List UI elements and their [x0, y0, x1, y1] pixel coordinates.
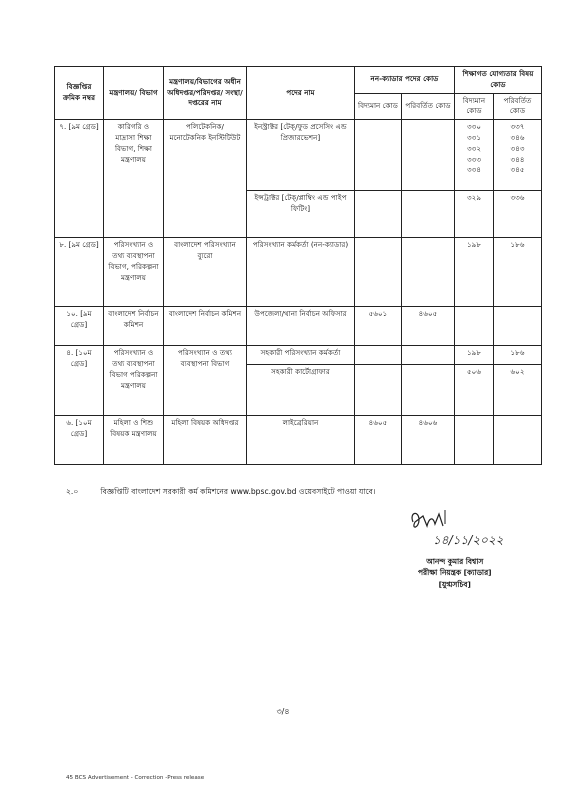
- header-nc-changed: পরিবর্তিত কোড: [402, 93, 455, 120]
- subject-code: ১৮৬: [510, 240, 525, 250]
- table-row: [55, 416, 542, 465]
- subject-code: ৩৩৩: [467, 154, 482, 164]
- cell-sc-changed: [494, 346, 542, 365]
- subject-code: ৩৪৩: [510, 143, 525, 153]
- cell-sc-changed: [494, 191, 542, 238]
- subject-code: ৩৪৬: [510, 132, 525, 142]
- table-row: [55, 238, 542, 307]
- cell-sc-existing: [455, 307, 494, 346]
- signatory-title: পরীক্ষা নিয়ন্ত্রক [ক্যাডার]: [418, 568, 492, 578]
- header-sc-changed: পরিবর্তিত কোড: [494, 93, 542, 120]
- cell-post: সহকারী কার্টোগ্রাফার: [247, 365, 355, 416]
- subject-code: ৬০২: [510, 367, 525, 377]
- cell-sc-existing: [455, 365, 494, 416]
- page-number: ৩/৪: [276, 707, 290, 716]
- cell-nc-changed: [402, 346, 455, 365]
- cell-nc-changed: ৪৬০৬: [402, 416, 455, 465]
- cell-sc-changed: [494, 307, 542, 346]
- cell-sc-changed: [494, 120, 542, 191]
- header-serial: বিজ্ঞপ্তির ক্রমিক নম্বর: [55, 67, 104, 120]
- subject-code: ৫০৬: [467, 367, 482, 377]
- subject-code: ৩৩০: [467, 122, 482, 132]
- website-note: [66, 486, 376, 499]
- cell-ministry: বাংলাদেশ নির্বাচন কমিশন: [104, 307, 164, 346]
- cell-ministry: মহিলা ও শিশু বিষয়ক মন্ত্রণালয়: [104, 416, 164, 465]
- subject-code: ৩৩৪: [467, 165, 482, 175]
- cell-post: পরিসংখ্যান কর্মকর্তা (নন-ক্যাডার): [247, 238, 355, 307]
- handwritten-signature: [405, 504, 525, 552]
- subject-code: ১৮৬: [510, 348, 525, 358]
- cell-post: উপজেলা/থানা নির্বাচন অফিসার: [247, 307, 355, 346]
- code-correction-table: [54, 66, 542, 465]
- header-office: মন্ত্রণালয়/বিভাগের অধীন অধিদপ্তর/পরিদপ্তর/ সংস্থা/দপ্তরের নাম: [164, 67, 247, 120]
- cell-sc-changed: [494, 416, 542, 465]
- table-row: [55, 307, 542, 346]
- note-number: ২.০: [66, 487, 79, 496]
- signatory-name: আনন্দ কুমার বিশ্বাস: [426, 557, 484, 566]
- cell-office: মহিলা বিষয়ক অধিদপ্তর: [164, 416, 247, 465]
- cell-nc-changed: [402, 238, 455, 307]
- header-post: পদের নাম: [247, 67, 355, 120]
- cell-office: পরিসংখ্যান ও তথ্য ব্যবস্থাপনা বিভাগ: [164, 346, 247, 416]
- subject-code: ৩৪৫: [510, 165, 525, 175]
- cell-nc-existing: ৫৬০১: [355, 307, 402, 346]
- cell-post: ইন্সট্রাক্টর [টেক্/প্লাম্বিং এন্ড পাইপ ফিটিং]: [247, 191, 355, 238]
- cell-nc-changed: ৪৬০৫: [402, 307, 455, 346]
- note-text: বিজ্ঞপ্তিটি বাংলাদেশ সরকারী কর্ম কমিশনের www.bpsc.gov.bd ওয়েবসাইটে পাওয়া যাবে।: [100, 487, 376, 496]
- table-header-row: [55, 67, 542, 94]
- cell-nc-existing: [355, 238, 402, 307]
- header-ministry: মন্ত্রণালয়/ বিভাগ: [104, 67, 164, 120]
- subject-code: ১৯৮: [467, 240, 482, 250]
- signatory-block: [418, 556, 492, 590]
- cell-nc-changed: [402, 191, 455, 238]
- cell-nc-changed: [402, 120, 455, 191]
- cell-sc-existing: [455, 120, 494, 191]
- cell-office: পলিটেকনিক/ মনোটেকনিক ইনস্টিটিউট: [164, 120, 247, 238]
- header-subject-code: শিক্ষাগত যোগ্যতার বিষয় কোড: [455, 67, 542, 94]
- cell-post: লাইব্রেরিয়ান: [247, 416, 355, 465]
- cell-serial: ৭. [৯ম গ্রেড]: [55, 120, 104, 238]
- cell-serial: ৮. [৯ম গ্রেড]: [55, 238, 104, 307]
- subject-code: ১৯৮: [467, 348, 482, 358]
- cell-serial: ৬. [১০ম গ্রেড]: [55, 416, 104, 465]
- table-row: [55, 346, 542, 365]
- header-nc-existing: বিদ্যমান কোড: [355, 93, 402, 120]
- header-noncadre-code: নন-ক্যাডার পদের কোড: [355, 67, 455, 94]
- cell-sc-existing: [455, 238, 494, 307]
- table-row: [55, 120, 542, 191]
- cell-post: সহকারী পরিসংখ্যান কর্মকর্তা: [247, 346, 355, 365]
- cell-sc-changed: [494, 238, 542, 307]
- signature-date: ১৪/১১/২০২২: [433, 533, 504, 547]
- cell-ministry: পরিসংখ্যান ও তথ্য ব্যবস্থাপনা বিভাগ, পরিকল্পনা মন্ত্রণালয়: [104, 238, 164, 307]
- cell-sc-existing: [455, 191, 494, 238]
- cell-nc-existing: ৪৬০৫: [355, 416, 402, 465]
- cell-serial: ৪. [১০ম গ্রেড]: [55, 346, 104, 416]
- cell-sc-changed: [494, 365, 542, 416]
- subject-code: ৩৩৭: [510, 122, 525, 132]
- subject-code: ৩৩২: [467, 143, 482, 153]
- cell-nc-changed: [402, 365, 455, 416]
- subject-code: ৩৩১: [467, 132, 482, 142]
- cell-sc-existing: [455, 416, 494, 465]
- subject-code: ৩২৯: [467, 193, 482, 203]
- cell-office: বাংলাদেশ নির্বাচন কমিশন: [164, 307, 247, 346]
- cell-ministry: পরিসংখ্যান ও তথ্য ব্যবস্থাপনা বিভাগ পরিকল্পনা মন্ত্রণালয়: [104, 346, 164, 416]
- cell-nc-existing: [355, 365, 402, 416]
- signatory-rank: [যুগ্মসচিব]: [438, 579, 471, 589]
- cell-nc-existing: [355, 120, 402, 191]
- cell-nc-existing: [355, 191, 402, 238]
- subject-code: ৩৩৬: [510, 193, 525, 203]
- footer-filename: 45 BCS Advertisement - Correction -Press release: [66, 775, 205, 781]
- header-sc-existing: বিদ্যমান কোড: [455, 93, 494, 120]
- cell-serial: ১০. [৯ম গ্রেড]: [55, 307, 104, 346]
- cell-post: ইনস্ট্রাক্টর [টেক্/ফুড প্রসেসিং এন্ড প্রিজারভেশন]: [247, 120, 355, 191]
- cell-sc-existing: [455, 346, 494, 365]
- cell-ministry: কারিগরি ও মাদ্রাসা শিক্ষা বিভাগ, শিক্ষা মন্ত্রণালয়: [104, 120, 164, 238]
- cell-nc-existing: [355, 346, 402, 365]
- subject-code: ৩৪৪: [510, 154, 525, 164]
- cell-office: বাংলাদেশ পরিসংখ্যান ব্যুরো: [164, 238, 247, 307]
